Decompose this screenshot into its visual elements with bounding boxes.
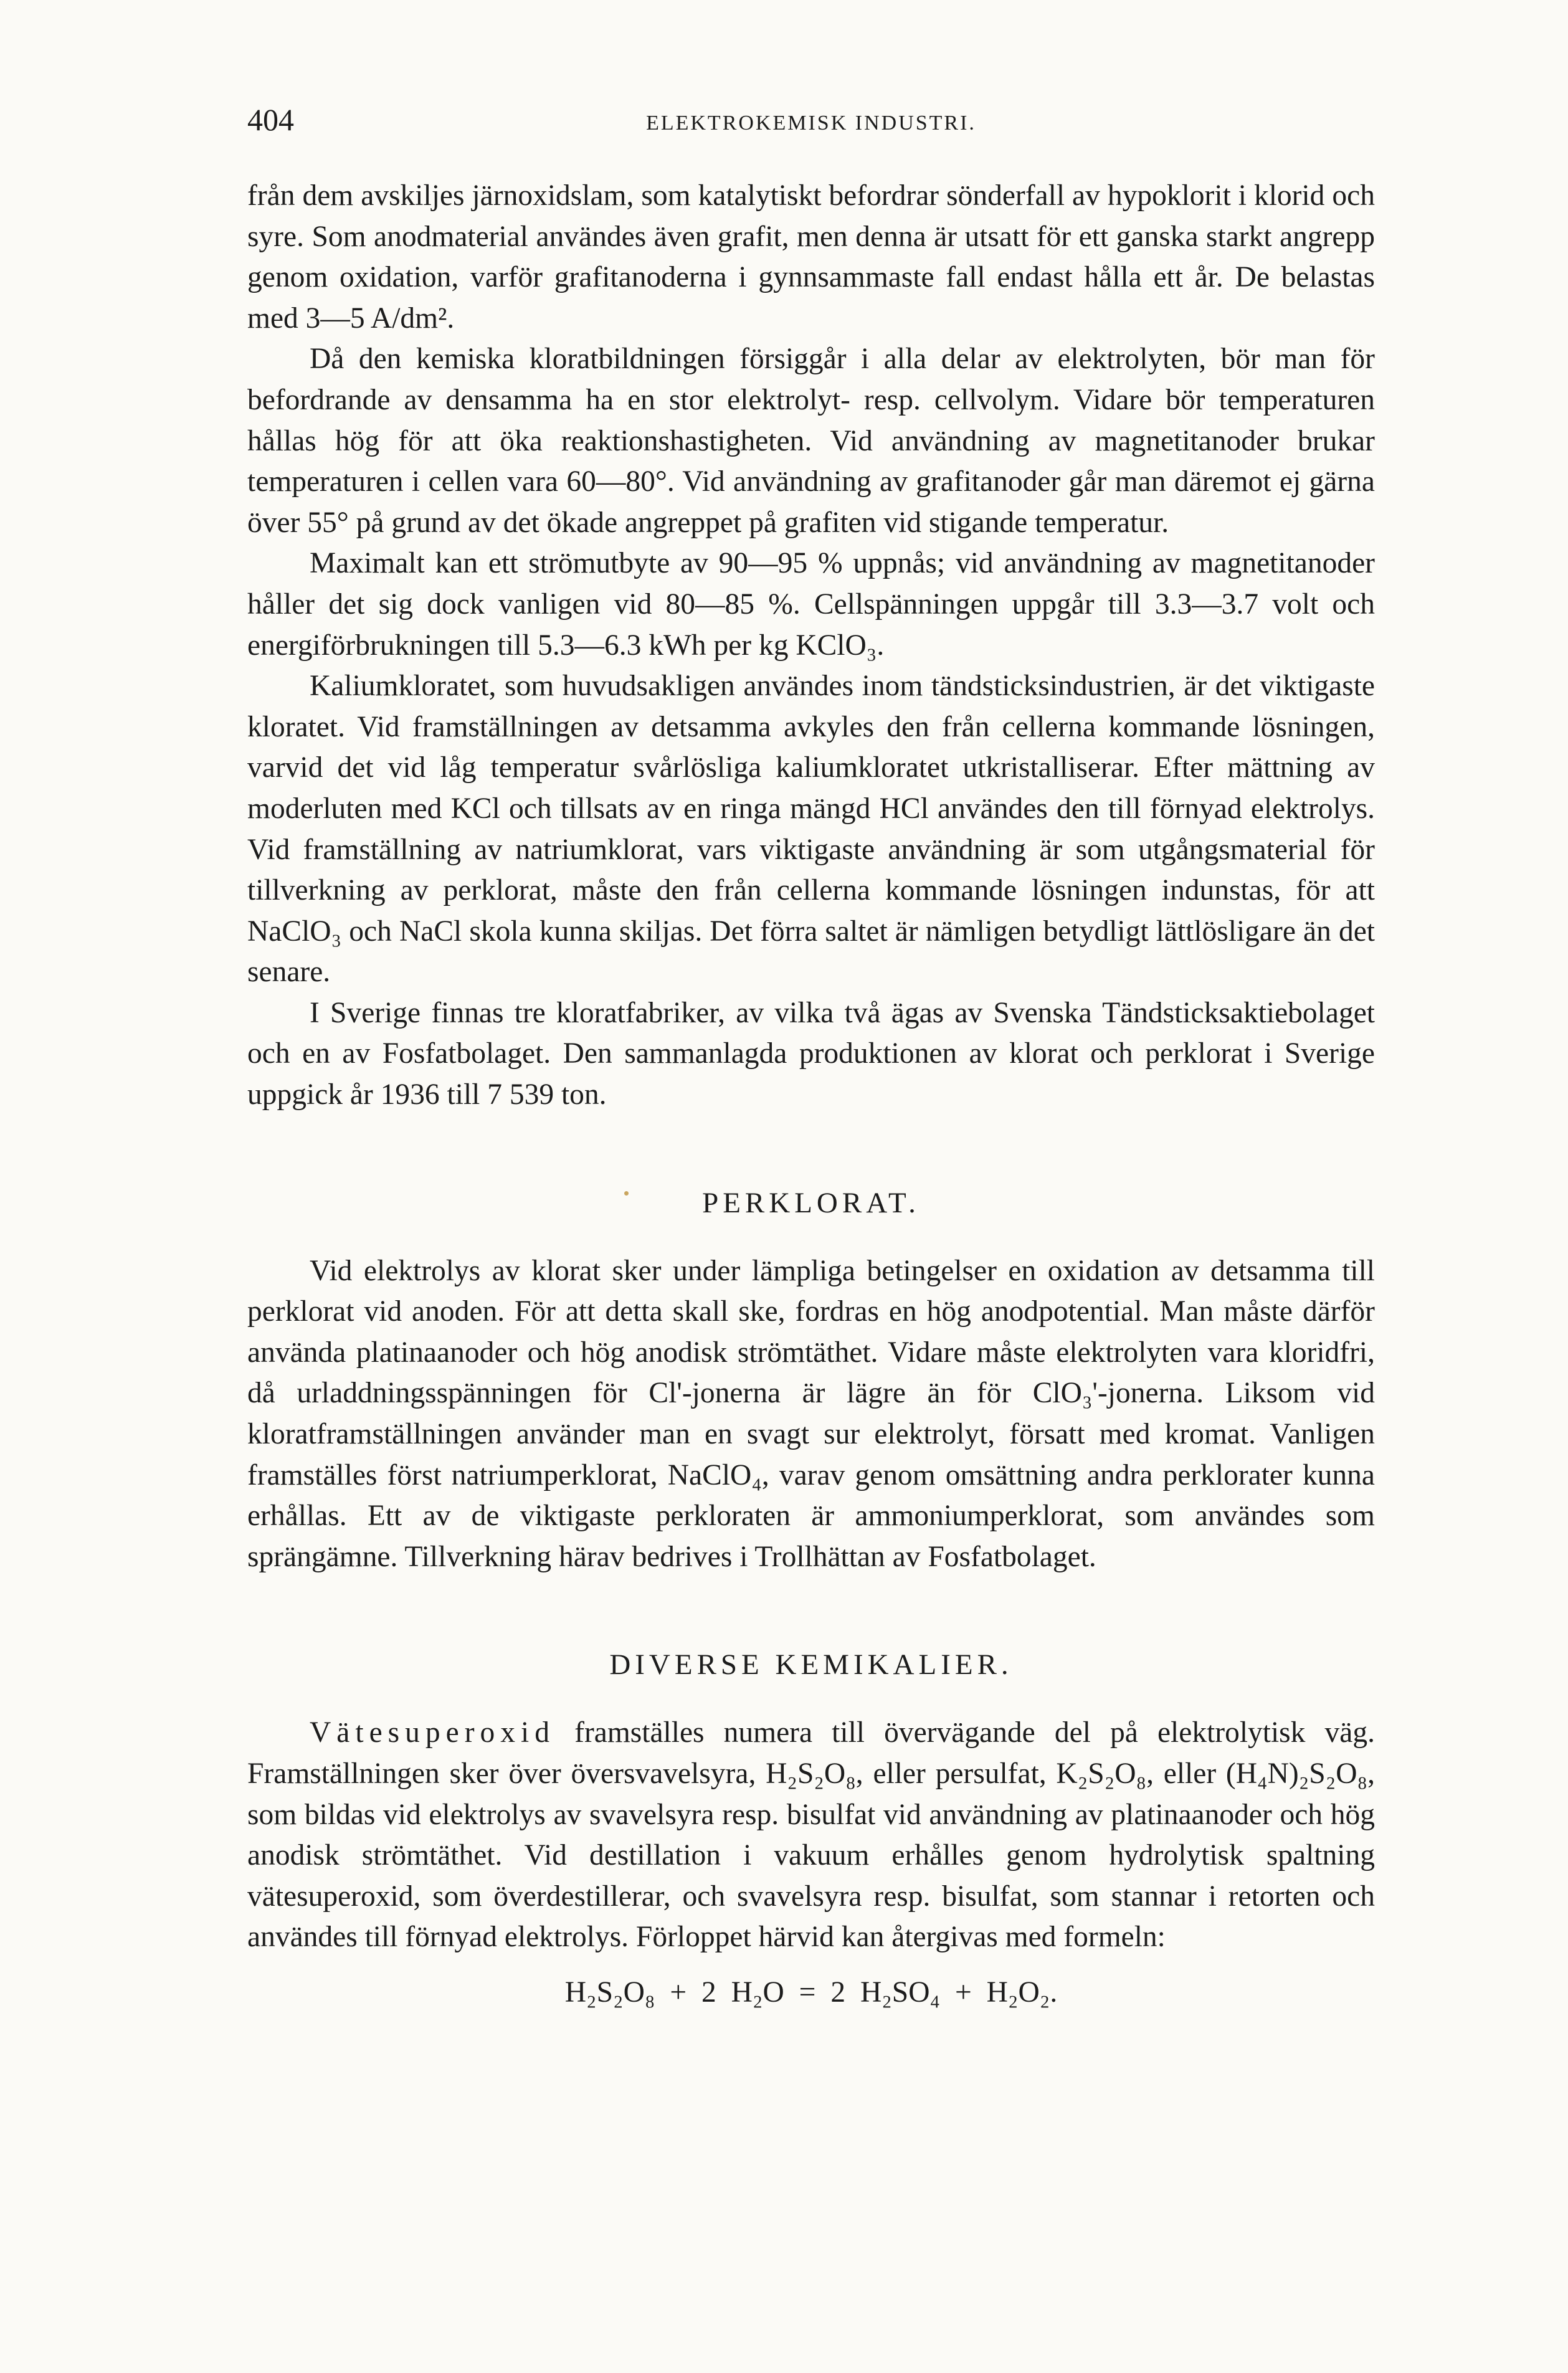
paragraph-chlorate-formation: Då den kemiska kloratbildningen försiggår i alla delar av elektrolyten, bör man för befordrande av densamma ha en stor elektrolyt- resp. cellvolym. Vidare bör temperaturen hållas hög för att öka reaktionshastigheten. Vid användning av magnetitanoder brukar temperaturen i cellen vara 60—80°. Vid användning av grafitanoder går man däremot ej gärna över 55° på grund av det ökade angreppet på grafiten vid stigande temperatur. [247,343,1375,539]
running-head: ELEKTROKEMISK INDUSTRI. [646,112,976,135]
body-text [247,176,1375,2014]
page-number: 404 [247,102,294,137]
paragraph-swedish-production: I Sverige finnas tre kloratfabriker, av vilka två ägas av Svenska Tändsticksaktiebolaget och en av Fosfatbolaget. Den sammanlagda produktionen av klorat och perklorat i Sverige uppgick år 1936 till 7 539 ton. [247,996,1375,1111]
chemical-formula: H₂S₂O₈ + 2 H₂O = 2 H₂SO₄ + H₂O₂. [564,1976,1058,2009]
paragraph-anode-material: från dem avskiljes järnoxidslam, som katalytiskt befordrar sönderfall av hypoklorit i klorid och syre. Som anodmaterial användes även grafit, men denna är utsatt för ett ganska starkt angrepp genom oxidation, varför grafitanoderna i gynnsammaste fall endast hålla ett år. De belastas med 3—5 A/dm². [247,179,1375,335]
section-heading-diverse-kemikalier: DIVERSE KEMIKALIER. [609,1648,1013,1681]
paragraph-perklorat: Vid elektrolys av klorat sker under lämpliga betingelser en oxidation av detsamma till perklorat vid anoden. För att detta skall ske, fordras en hög anodpotential. Man måste därför använda platinaanoder och hög anodisk strömtäthet. Vidare måste elektrolyten vara kloridfri, då urladdningsspänningen för Cl'-jonerna är lägre än för ClO₃'-jonerna. Liksom vid kloratframställningen använder man en svagt sur elektrolyt, försatt med kromat. Vanligen framställes först natriumperklorat, NaClO₄, varav genom omsättning andra perklorater kunna erhållas. Ett av de viktigaste perkloraten är ammoniumperklorat, som användes som sprängämne. Tillverkning härav bedrives i Trollhättan av Fosfatbolaget. [247,1254,1375,1573]
lead-term: Vätesuperoxid [310,1716,555,1749]
section-heading-perklorat: PERKLORAT. [702,1186,920,1219]
paragraph-potassium-chlorate: Kaliumkloratet, som huvudsakligen användes inom tändsticksindustrien, är det viktigaste kloratet. Vid framställningen av detsamma avkyles den från cellerna kommande lösningen, varvid det vid låg temperatur svårlösliga kaliumkloratet utkristalliserar. Efter mättning av moderluten med KCl och tillsats av en ringa mängd HCl användes den till förnyad elektrolys. Vid framställning av natriumklorat, vars viktigaste användning är som utgångsmaterial för tillverkning av perklorat, måste den från cellerna kommande lösningen indunstas, för att NaClO₃ och NaCl skola kunna skiljas. Det förra saltet är nämligen betydligt lättlösligare än det senare. [247,670,1375,989]
paragraph-current-yield: Maximalt kan ett strömutbyte av 90—95 % uppnås; vid användning av magnetitanoder håller det sig dock vanligen vid 80—85 %. Cellspänningen uppgår till 3.3—3.7 volt och energiförbrukningen till 5.3—6.3 kWh per kg KClO₃. [247,547,1375,662]
paragraph-vatesuperoxid [247,1713,1375,1958]
paragraph-vatesuperoxid-text: framställes numera till övervägande del på elektrolytisk väg. Framställningen sker över översvavelsyra, H₂S₂O₈, eller persulfat, K₂S₂O₈, eller (H₄N)₂S₂O₈, som bildas vid elektrolys av svavelsyra resp. bisulfat vid användning av platinaanoder och hög anodisk strömtäthet. Vid destillation i vakuum erhålles genom hydrolytisk spaltning vätesuperoxid, som överdestillerar, och svavelsyra resp. bisulfat, som stannar i retorten och användes till förnyad elektrolys. Förloppet härvid kan återgivas med formeln: [247,1716,1375,1954]
page-header [247,101,1375,138]
